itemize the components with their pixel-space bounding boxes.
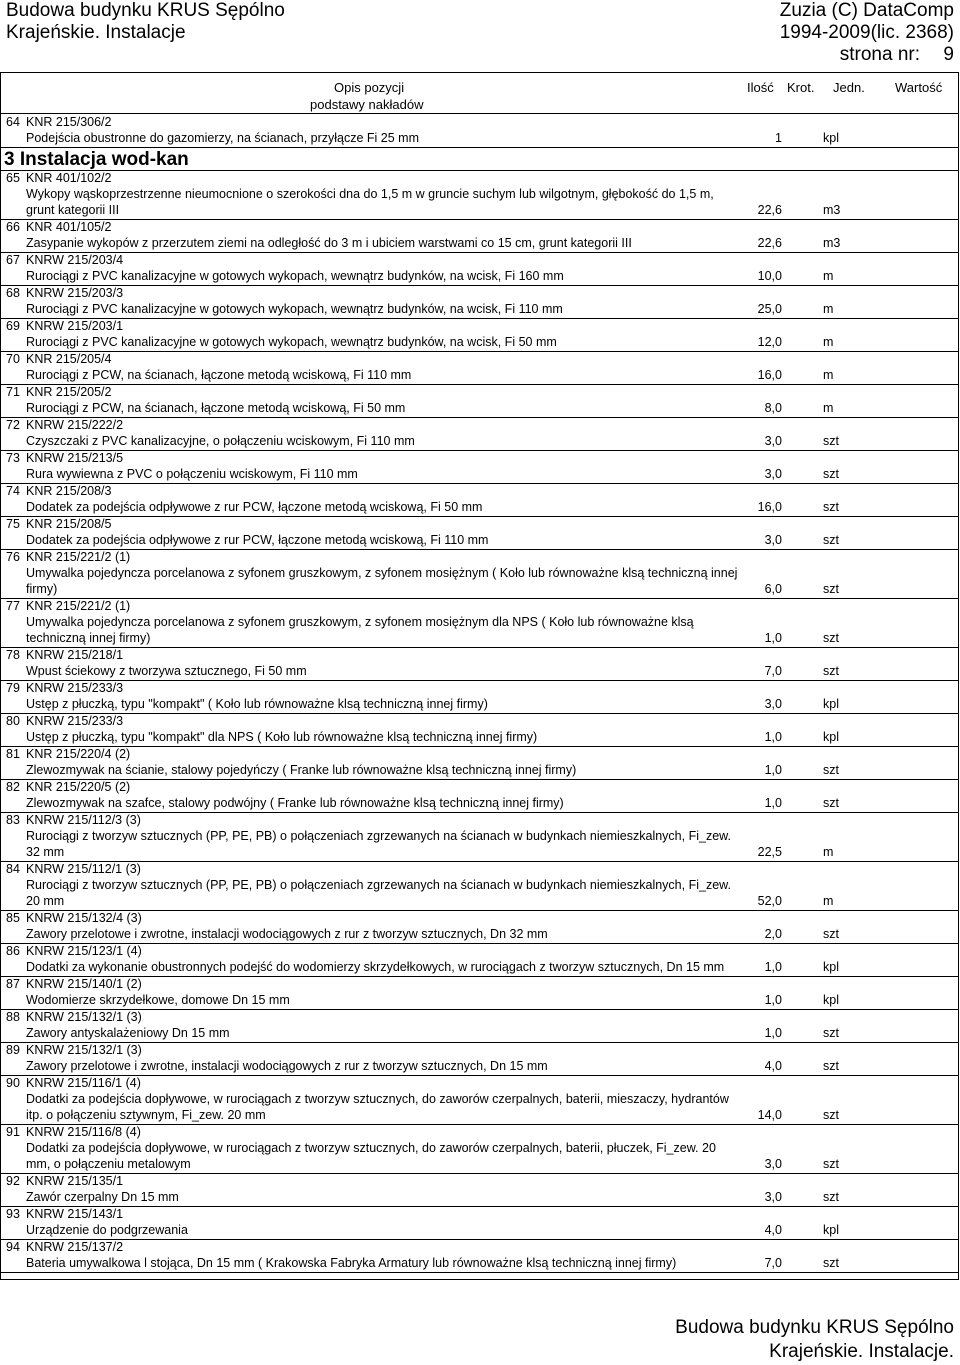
table-row: [1, 384, 958, 417]
position-number: 65: [6, 171, 20, 185]
unit: m3: [823, 236, 841, 250]
position-number: 94: [6, 1240, 20, 1254]
position-number: 81: [6, 747, 20, 761]
table-row: [1, 450, 958, 483]
quantity: 1,0: [764, 993, 782, 1007]
table-row: [1, 647, 958, 680]
quantity: 1,0: [764, 730, 782, 744]
position-line: [6, 450, 123, 466]
norm-code: KNRW 215/123/1 (4): [26, 944, 142, 958]
position-number: 66: [6, 220, 20, 234]
project-subtitle: Krajeńskie. Instalacje: [6, 22, 186, 43]
position-line: [6, 384, 111, 400]
norm-code: KNR 215/208/3: [26, 484, 112, 498]
quantity: 22,6: [757, 203, 782, 217]
item-description: Zawory antyskalażeniowy Dn 15 mm: [26, 1026, 230, 1040]
item-description: Wpust ściekowy z tworzywa sztucznego, Fi 50 mm: [26, 664, 307, 678]
position-line: [6, 483, 111, 499]
table-row: [1, 1042, 958, 1075]
item-description: Zlewozmywak na szafce, stalowy podwójny ( Franke lub równoważne klsą techniczną innej firmy): [26, 796, 564, 810]
norm-code: KNRW 215/233/3: [26, 714, 124, 728]
position-line: [6, 1124, 141, 1140]
table-row: [1, 516, 958, 549]
item-description: Rurociągi z PCW, na ścianach, łączone metodą wciskową, Fi 110 mm: [26, 368, 412, 382]
item-description: Dodatek za podejścia odpływowe z rur PCW, łączone metodą wciskową, Fi 50 mm: [26, 500, 483, 514]
position-number: 73: [6, 451, 20, 465]
position-number: 83: [6, 813, 20, 827]
position-line: [6, 812, 141, 828]
quantity: 16,0: [757, 368, 782, 382]
quantity: 3,0: [764, 533, 782, 547]
item-description: Umywalka pojedyncza porcelanowa z syfonem gruszkowym, z syfonem mosiężnym dla NPS ( Koło lub równoważne klsą techniczną innej firmy): [26, 615, 694, 645]
unit: kpl: [823, 131, 839, 145]
page-label: strona nr:: [839, 44, 920, 65]
table-row: [1, 943, 958, 976]
norm-code: KNRW 215/203/1: [26, 319, 124, 333]
position-line: [6, 351, 111, 367]
position-number: 90: [6, 1076, 20, 1090]
estimate-table: [0, 72, 959, 1280]
section-heading: 3 Instalacja wod-kan: [4, 149, 189, 170]
page-indicator: [840, 44, 954, 66]
item-description: Zawory przelotowe i zwrotne, instalacji wodociągowych z rur z tworzyw sztucznych, Dn 32 mm: [26, 927, 548, 941]
table-row: [1, 713, 958, 746]
unit: szt: [823, 582, 839, 596]
position-line: [6, 713, 123, 729]
norm-code: KNR 215/208/5: [26, 517, 112, 531]
position-line: [6, 861, 141, 877]
item-description: Wykopy wąskoprzestrzenne nieumocnione o szerokości dna do 1,5 m w gruncie suchym lub wilgotnym, głębokość do 1,5 m, grunt kategorii III: [26, 187, 714, 217]
table-row: [1, 1206, 958, 1239]
position-line: [6, 647, 123, 663]
unit: m: [823, 845, 834, 859]
table-row: [1, 170, 958, 219]
quantity: 7,0: [764, 1256, 782, 1270]
unit: m: [823, 269, 834, 283]
item-description: Bateria umywalkowa l stojąca, Dn 15 mm ( Krakowska Fabryka Armatury lub równoważne klsą techniczną innej firmy): [26, 1256, 677, 1270]
unit: kpl: [823, 960, 839, 974]
norm-code: KNR 215/221/2 (1): [26, 550, 131, 564]
quantity: 25,0: [757, 302, 782, 316]
unit: szt: [823, 533, 839, 547]
position-line: [6, 285, 123, 301]
unit: szt: [823, 434, 839, 448]
norm-code: KNRW 215/132/1 (3): [26, 1010, 142, 1024]
table-row: [1, 252, 958, 285]
position-number: 91: [6, 1125, 20, 1139]
row-divider: [1, 1272, 958, 1273]
table-row: [1, 318, 958, 351]
position-line: [6, 1075, 141, 1091]
norm-code: KNRW 215/140/1 (2): [26, 977, 142, 991]
norm-code: KNRW 215/218/1: [26, 648, 124, 662]
table-row: [1, 285, 958, 318]
col-jedn: Jedn.: [833, 80, 865, 95]
item-description: Rurociągi z tworzyw sztucznych (PP, PE, PB) o połączeniach zgrzewanych na ścianach w budynkach niemieszkalnych, Fi_zew. 20 mm: [26, 878, 731, 908]
quantity: 3,0: [764, 697, 782, 711]
position-line: [6, 680, 123, 696]
unit: m: [823, 368, 834, 382]
item-description: Zasypanie wykopów z przerzutem ziemi na odległość do 3 m i ubiciem warstwami co 15 cm, grunt kategorii III: [26, 236, 632, 250]
col-ilosc: Ilość: [747, 80, 774, 95]
unit: szt: [823, 1256, 839, 1270]
quantity: 3,0: [764, 467, 782, 481]
footer-line2: Krajeńskie. Instalacje.: [769, 1341, 954, 1362]
position-line: [6, 318, 123, 334]
col-wartosc: Wartość: [895, 80, 943, 95]
norm-code: KNR 401/102/2: [26, 171, 112, 185]
unit: szt: [823, 1108, 839, 1122]
position-number: 68: [6, 286, 20, 300]
norm-code: KNRW 215/203/3: [26, 286, 124, 300]
unit: kpl: [823, 730, 839, 744]
position-number: 77: [6, 599, 20, 613]
item-description: Rura wywiewna z PVC o połączeniu wciskowym, Fi 110 mm: [26, 467, 358, 481]
table-row: [1, 680, 958, 713]
position-number: 88: [6, 1010, 20, 1024]
position-number: 84: [6, 862, 20, 876]
position-number: 67: [6, 253, 20, 267]
position-line: [6, 219, 111, 235]
position-number: 92: [6, 1174, 20, 1188]
norm-code: KNRW 215/213/5: [26, 451, 124, 465]
quantity: 8,0: [764, 401, 782, 415]
table-row: [1, 351, 958, 384]
item-description: Urządzenie do podgrzewania: [26, 1223, 188, 1237]
norm-code: KNRW 215/112/1 (3): [26, 862, 141, 876]
unit: szt: [823, 500, 839, 514]
item-description: Ustęp z płuczką, typu "kompakt" ( Koło lub równoważne klsą techniczną innej firmy): [26, 697, 488, 711]
position-number: 86: [6, 944, 20, 958]
item-description: Rurociągi z PVC kanalizacyjne w gotowych wykopach, wewnątrz budynków, na wcisk, Fi 50 mm: [26, 335, 557, 349]
item-description: Wodomierze skrzydełkowe, domowe Dn 15 mm: [26, 993, 290, 1007]
norm-code: KNR 215/306/2: [26, 115, 112, 129]
unit: szt: [823, 1157, 839, 1171]
norm-code: KNRW 215/203/4: [26, 253, 124, 267]
unit: m: [823, 894, 834, 908]
norm-code: KNR 401/105/2: [26, 220, 112, 234]
unit: szt: [823, 1026, 839, 1040]
unit: szt: [823, 467, 839, 481]
item-description: Podejścia obustronne do gazomierzy, na ścianach, przyłącze Fi 25 mm: [26, 131, 420, 145]
position-line: [6, 1239, 123, 1255]
position-line: [6, 1009, 142, 1025]
position-number: 74: [6, 484, 20, 498]
norm-code: KNRW 215/112/3 (3): [26, 813, 141, 827]
norm-code: KNRW 215/222/2: [26, 418, 124, 432]
norm-code: KNR 215/220/4 (2): [26, 747, 131, 761]
norm-code: KNRW 215/132/1 (3): [26, 1043, 142, 1057]
position-line: [6, 976, 142, 992]
quantity: 22,6: [757, 236, 782, 250]
item-description: Dodatki za podejścia dopływowe, w rurociągach z tworzyw sztucznych, do zaworów czerpalnych, baterii, płuczek, Fi_zew. 20 mm, o połączeniu metalowym: [26, 1141, 716, 1171]
table-row: [1, 1075, 958, 1124]
item-description: Dodatek za podejścia odpływowe z rur PCW, łączone metodą wciskową, Fi 110 mm: [26, 533, 489, 547]
norm-code: KNRW 215/135/1: [26, 1174, 124, 1188]
quantity: 7,0: [764, 664, 782, 678]
unit: m: [823, 401, 834, 415]
item-description: Zlewozmywak na ścianie, stalowy pojedyńczy ( Franke lub równoważne klsą techniczną innej firmy): [26, 763, 577, 777]
unit: kpl: [823, 1223, 839, 1237]
table-row: [1, 417, 958, 450]
unit: szt: [823, 796, 839, 810]
quantity: 6,0: [764, 582, 782, 596]
item-description: Rurociągi z PVC kanalizacyjne w gotowych wykopach, wewnątrz budynków, na wcisk, Fi 160 mm: [26, 269, 564, 283]
quantity: 4,0: [764, 1059, 782, 1073]
position-line: [6, 910, 142, 926]
unit: szt: [823, 927, 839, 941]
position-line: [6, 1173, 123, 1189]
table-row: [1, 114, 958, 147]
position-line: [6, 1042, 142, 1058]
quantity: 52,0: [757, 894, 782, 908]
table-row: [1, 549, 958, 598]
position-line: [6, 943, 142, 959]
quantity: 3,0: [764, 434, 782, 448]
quantity: 10,0: [757, 269, 782, 283]
position-line: [6, 1206, 123, 1222]
position-number: 71: [6, 385, 20, 399]
position-number: 64: [6, 115, 20, 129]
position-line: [6, 252, 123, 268]
item-description: Zawory przelotowe i zwrotne, instalacji wodociągowych z rur z tworzyw sztucznych, Dn 15 mm: [26, 1059, 548, 1073]
unit: szt: [823, 1190, 839, 1204]
table-row: [1, 1009, 958, 1042]
unit: m: [823, 335, 834, 349]
quantity: 22,5: [757, 845, 782, 859]
unit: szt: [823, 664, 839, 678]
position-number: 79: [6, 681, 20, 695]
software-name: Zuzia (C) DataComp: [779, 0, 954, 21]
item-description: Dodatki za podejścia dopływowe, w rurociągach z tworzyw sztucznych, do zaworów czerpalnych, baterii, mieszaczy, hydrantów itp. o połączeniu sztywnym, Fi_zew. 20 mm: [26, 1092, 729, 1122]
unit: szt: [823, 1059, 839, 1073]
item-description: Rurociągi z PVC kanalizacyjne w gotowych wykopach, wewnątrz budynków, na wcisk, Fi 110 mm: [26, 302, 563, 316]
norm-code: KNRW 215/233/3: [26, 681, 124, 695]
item-description: Rurociągi z tworzyw sztucznych (PP, PE, PB) o połączeniach zgrzewanych na ścianach w budynkach niemieszkalnych, Fi_zew. 32 mm: [26, 829, 731, 859]
norm-code: KNRW 215/143/1: [26, 1207, 124, 1221]
position-number: 69: [6, 319, 20, 333]
quantity: 1,0: [764, 960, 782, 974]
quantity: 1,0: [764, 1026, 782, 1040]
norm-code: KNR 215/220/5 (2): [26, 780, 131, 794]
table-row: [1, 219, 958, 252]
footer-line1: Budowa budynku KRUS Sępólno: [675, 1317, 954, 1338]
position-number: 72: [6, 418, 20, 432]
norm-code: KNR 215/205/4: [26, 352, 112, 366]
table-row: [1, 861, 958, 910]
position-line: [6, 598, 130, 614]
table-row: [1, 1239, 958, 1272]
norm-code: KNRW 215/137/2: [26, 1240, 124, 1254]
position-line: [6, 779, 130, 795]
position-line: [6, 170, 111, 186]
page-number: 9: [943, 44, 954, 65]
table-row: [1, 483, 958, 516]
position-number: 78: [6, 648, 20, 662]
project-title: Budowa budynku KRUS Sępólno: [6, 0, 285, 21]
norm-code: KNRW 215/116/8 (4): [26, 1125, 141, 1139]
position-number: 80: [6, 714, 20, 728]
unit: kpl: [823, 993, 839, 1007]
quantity: 12,0: [757, 335, 782, 349]
quantity: 1,0: [764, 631, 782, 645]
norm-code: KNRW 215/116/1 (4): [26, 1076, 141, 1090]
table-row: [1, 812, 958, 861]
table-row: [1, 746, 958, 779]
unit: m3: [823, 203, 841, 217]
table-row: [1, 1124, 958, 1173]
unit: szt: [823, 763, 839, 777]
item-description: Ustęp z płuczką, typu "kompakt" dla NPS ( Koło lub równoważne klsą techniczną innej firmy): [26, 730, 538, 744]
col-krot: Krot.: [787, 80, 815, 95]
position-number: 85: [6, 911, 20, 925]
table-row: [1, 779, 958, 812]
table-row: [1, 1173, 958, 1206]
position-number: 70: [6, 352, 20, 366]
position-number: 82: [6, 780, 20, 794]
quantity: 1,0: [764, 796, 782, 810]
item-description: Dodatki za wykonanie obustronnych podejść do wodomierzy skrzydełkowych, w rurociągach z tworzyw sztucznych, Dn 15 mm: [26, 960, 725, 974]
quantity: 2,0: [764, 927, 782, 941]
position-line: [6, 516, 111, 532]
col-opis-line2: podstawy nakładów: [310, 97, 424, 112]
unit: m: [823, 302, 834, 316]
row-divider: [1, 147, 958, 148]
norm-code: KNRW 215/132/4 (3): [26, 911, 142, 925]
quantity: 4,0: [764, 1223, 782, 1237]
position-number: 87: [6, 977, 20, 991]
item-description: Zawór czerpalny Dn 15 mm: [26, 1190, 179, 1204]
position-number: 89: [6, 1043, 20, 1057]
quantity: 1,0: [764, 763, 782, 777]
quantity: 16,0: [757, 500, 782, 514]
position-line: [6, 114, 111, 130]
item-description: Umywalka pojedyncza porcelanowa z syfonem gruszkowym, z syfonem mosiężnym ( Koło lub równoważne klsą techniczną innej firmy): [26, 566, 738, 596]
unit: szt: [823, 631, 839, 645]
norm-code: KNR 215/221/2 (1): [26, 599, 131, 613]
norm-code: KNR 215/205/2: [26, 385, 112, 399]
item-description: Czyszczaki z PVC kanalizacyjne, o połączeniu wciskowym, Fi 110 mm: [26, 434, 415, 448]
table-row: [1, 598, 958, 647]
item-description: Rurociągi z PCW, na ścianach, łączone metodą wciskową, Fi 50 mm: [26, 401, 406, 415]
col-opis-line1: Opis pozycji: [334, 80, 405, 95]
position-number: 75: [6, 517, 20, 531]
position-line: [6, 417, 123, 433]
quantity: 1: [775, 131, 782, 145]
table-row: [1, 976, 958, 1009]
quantity: 14,0: [757, 1108, 782, 1122]
software-license: 1994-2009(lic. 2368): [779, 22, 954, 43]
position-line: [6, 746, 130, 762]
table-row: [1, 910, 958, 943]
unit: kpl: [823, 697, 839, 711]
position-number: 76: [6, 550, 20, 564]
position-number: 93: [6, 1207, 20, 1221]
quantity: 3,0: [764, 1190, 782, 1204]
quantity: 3,0: [764, 1157, 782, 1171]
position-line: [6, 549, 130, 565]
